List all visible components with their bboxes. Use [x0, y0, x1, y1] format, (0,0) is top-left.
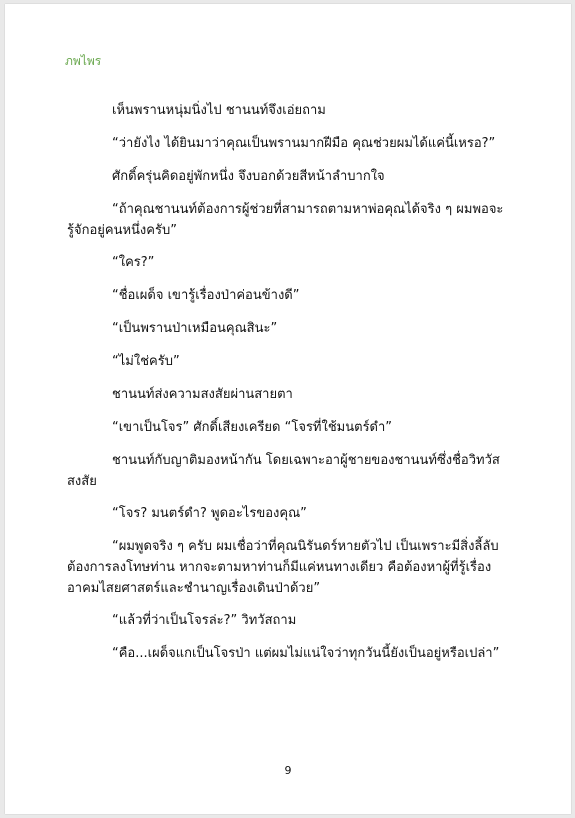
running-header: ภพไพร: [65, 54, 102, 68]
document-page: [5, 4, 571, 814]
paragraph-7: “เป็นพรานป่าเหมือนคุณสินะ”: [112, 321, 278, 336]
paragraph-10: “เขาเป็นโจร” ศักดิ์เสียงเครียด “โจรที่ใช้มนตร์ดำ”: [112, 420, 393, 435]
paragraph-6: “ชื่อเผด็จ เขารู้เรื่องป่าค่อนข้างดี”: [112, 288, 300, 303]
page-number: 9: [284, 764, 292, 777]
paragraph-9: ชานนท์ส่งความสงสัยผ่านสายตา: [112, 387, 293, 402]
paragraph-1: เห็นพรานหนุ่มนิ่งไป ชานนท์จึงเอ่ยถาม: [112, 103, 326, 118]
paragraph-5: “ใคร?”: [112, 255, 155, 270]
paragraph-3: ศักดิ์ครุ่นคิดอยู่พักหนึ่ง จึงบอกด้วยสีหน้าลำบากใจ: [112, 169, 385, 184]
paragraph-2: “ว่ายังไง ได้ยินมาว่าคุณเป็นพรานมากฝีมือ คุณช่วยผมได้แค่นี้เหรอ?”: [112, 136, 496, 151]
paragraph-11: ชานนท์กับญาติมองหน้ากัน โดยเฉพาะอาผู้ชายของชานนท์ซึ่งชื่อวิทวัสสงสัย: [67, 453, 500, 489]
paragraph-12: “โจร? มนตร์ดำ? พูดอะไรของคุณ”: [112, 506, 307, 521]
paragraph-8: “ไม่ใช่ครับ”: [112, 354, 180, 369]
body-text: [67, 100, 512, 676]
paragraph-15: “คือ...เผด็จแกเป็นโจรป่า แต่ผมไม่แน่ใจว่าทุกวันนี้ยังเป็นอยู่หรือเปล่า”: [112, 646, 500, 661]
paragraph-14: “แล้วที่ว่าเป็นโจรล่ะ?” วิทวัสถาม: [112, 613, 297, 628]
paragraph-13: “ผมพูดจริง ๆ ครับ ผมเชื่อว่าที่คุณนิรันดร์หายตัวไป เป็นเพราะมีสิ่งลี้ลับต้องการลงโทษท่าน หากจะตามหาท่านก็มีแค่หนทางเดียว คือต้องหาผู้ที่รู้เรื่องอาคมไสยศาสตร์และชำนาญเรื่องเดินป่าด้วย”: [67, 539, 499, 596]
paragraph-4: “ถ้าคุณชานนท์ต้องการผู้ช่วยที่สามารถตามหาพ่อคุณได้จริง ๆ ผมพอจะรู้จักอยู่คนหนึ่งครับ”: [67, 202, 504, 238]
